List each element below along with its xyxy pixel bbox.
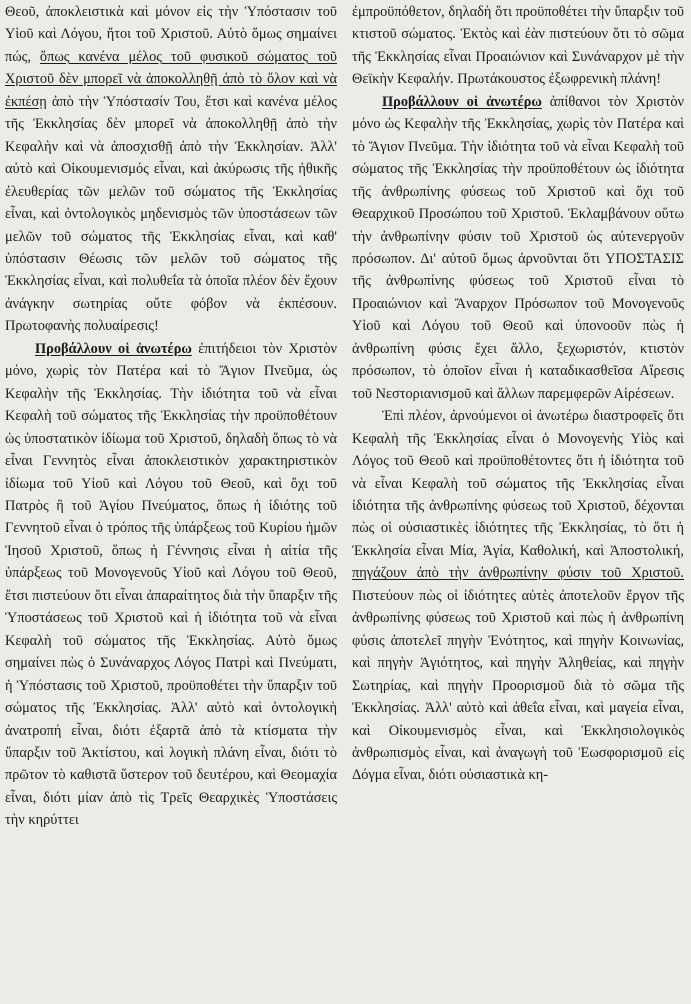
right-paragraph-2	[352, 91, 684, 405]
bold-run: ὁ τρόπος τῆς ὑπάρξεως	[95, 520, 231, 537]
text-run: εἶναι, διότι μίαν ἀπὸ τὶς Τρεῖς Θεαρχικὲς Ὑποστάσεις τὴν κηρύττει	[5, 789, 337, 829]
text-run: , δηλαδὴ ὅπως τὸ νὰ εἶναι Γεννητὸς εἶναι ἀποκλειστικὸν χαρακτηριστικὸν ἰδίωμα τοῦ Υἱοῦ καὶ Λόγου τοῦ Θεοῦ, καὶ ὄχι τοῦ Πατρὸς ἢ τοῦ Ἁγίου Πνεύματος, ὅπως ἡ ἰδιότης τοῦ Γεννητοῦ εἶναι	[5, 430, 338, 537]
underlined-run: ὅπως κανένα μέλος τοῦ φυσικοῦ σώματος τοῦ Χριστοῦ δὲν μπορεῖ νὰ ἀποκολληθῇ ἀπὸ τὸ ὅλον καὶ νὰ ἐκπέσῃ	[5, 48, 337, 110]
left-paragraph-2	[5, 338, 337, 832]
bold-run: Θεομαχία	[280, 767, 337, 784]
text-run: ἀπὸ τὴν Ὑπόστασίν Του, ἔτσι καὶ κανένα μέλος τῆς Ἐκκλησίας δὲν μπορεῖ νὰ ἀποκολληθῇ ἀπὸ τὴν Κεφαλὴν καὶ νὰ ἀποσχισθῇ ἀπὸ τὴν Ἐκκλησίαν. Ἀλλ' αὐτὸ καὶ Οἰκουμενισμός εἶναι, καὶ ἀκύρωσις τῆς ἠθικῆς ἐλευθερίας τῶν μελῶν τοῦ σώματος τῆς Ἐκκλησίας εἶναι, καὶ ὀντολογικὸς μηδενισμὸς τῶν ὑποστάσεων τῶν μελῶν τοῦ σώματος τῆς Ἐκκλησίας εἶναι, καὶ καθ' ὑπόστασιν Θέωσις τῶν μελῶν τοῦ σώματος τῆς Ἐκκλησίας εἶναι, καὶ πολυθεΐα τὰ ὁποῖα πλέον δὲν ἔχουν ἀνάγκην σωτηρίας οὔτε φόβον νὰ ἐκπέσουν. Πρωτοφανὴς πολυαίρεσις!	[5, 93, 337, 335]
bold-run: τὴν προϋποθέτουν ὡς ὑποστατικὸν ἰδίωμα τοῦ Χριστοῦ	[5, 408, 337, 447]
text-run: ὅτι Κεφαλὴ τῆς Ἐκκλησίας εἶναι ὁ Μονογενὴς Υἱὸς καὶ Λόγος τοῦ Θεοῦ καὶ προϋποθέτοντες ὅτι ἡ ἰδιότητα τοῦ νὰ εἶναι Κεφαλὴ τοῦ σώματος τῆς Ἐκκλησίας εἶναι ἰδιότητα τῆς ἀνθρωπίνης φύσεως τοῦ Χριστοῦ, δέχονται πὼς οἱ οὐσιαστικὲς ἰδιότητες τῆς Ἐκκλησίας, τὸ ὅτι ἡ Ἐκκλησία εἶναι Μία, Ἁγία, Καθολική, καὶ Ἀποστολική,	[352, 408, 684, 559]
text-run: καὶ ὑπονοοῦν πὼς ἡ ἀνθρωπίνη φύσις ἔχει ἄλλο, ξεχωριστόν, κτιστὸν πρόσωπον, τὸ ὁποῖον εἶναι ἡ καταδικασθεῖσα Αἵρεσις τοῦ Νεστοριανισμοῦ καὶ ἄλλων παρεμφερῶν Αἱρέσεων.	[352, 318, 684, 402]
text-run: Θεοῦ, ἀποκλειστικὰ καὶ μόνον εἰς τὴν Ὑπόστασιν τοῦ Υἱοῦ καὶ Λόγου, ἤτοι τοῦ Χριστοῦ. Αὐτὸ ὅμως σημαίνει πώς,	[5, 4, 337, 65]
left-column	[5, 1, 337, 1004]
bold-run: λογικὴ πλάνη	[169, 744, 250, 761]
bold-run: τὴν προϋποθέτουν ὡς ἰδιότητα τῆς ἀνθρωπίνης φύσεως τοῦ Χριστοῦ καὶ ὄχι τοῦ Θεαρχικοῦ Προσώπου τοῦ Χριστοῦ	[352, 161, 685, 223]
bold-run: ὀντολογικὴ ἀνατροπή	[5, 700, 337, 739]
bold-run: τὸ Προαιώνιον καὶ Ἄναρχον Πρόσωπον τοῦ Μονογενοῦς Υἱοῦ καὶ Λόγου τοῦ Θεοῦ	[352, 273, 684, 335]
text-run: . Ἐκλαμβάνουν οὕτω τὴν ἀνθρωπίνην φύσιν τοῦ Χριστοῦ ὡς	[352, 206, 684, 245]
text-run: ἀπίθανοι τὸν Χριστὸν μόνο ὡς Κεφαλὴν τῆς Ἐκκλησίας, χωρὶς τὸν Πατέρα καὶ τὸ Ἅγιον Πνεῦμα. Τὴν ἰδιότητα τοῦ νὰ εἶναι Κεφαλὴ τοῦ σώματος τῆς Ἐκκλησίας	[352, 93, 684, 178]
right-paragraph-3	[352, 405, 684, 787]
text-run: ἐμπροϋπόθετον, δηλαδὴ ὅτι προϋποθέτει τὴν ὕπαρξιν τοῦ κτιστοῦ σώματος. Ἐκτὸς καὶ ἐὰν πιστεύουν ὅτι τὸ σῶμα τῆς Ἐκκλησίας εἶναι Προαιώνιον καὶ Συνάναρχον μὲ τὴν Θεϊκὴν Κεφαλήν.	[352, 4, 684, 88]
right-column	[352, 1, 684, 1004]
bold-run: Πρωτάκουστος ἐξωφρενικὴ πλάνη!	[457, 71, 662, 88]
right-paragraph-1	[352, 1, 684, 91]
bold-underlined-run: Προβάλλουν οἱ ἀνωτέρω	[382, 93, 542, 110]
bold-run: αὐτενεργοῦν πρόσωπον	[352, 228, 684, 267]
text-run: τοῦ Κυρίου ἡμῶν Ἰησοῦ Χριστοῦ, ὅπως ἡ Γέννησις εἶναι ἡ αἰτία τῆς ὑπάρξεως τοῦ Μονογενοῦς Υἱοῦ καὶ Λόγου τοῦ Θεοῦ, ἔτσι πιστεύουν ὅτι εἶναι ἀπαραίτητος διὰ τὴν ὕπαρξιν τῆς Ὑποστάσεως τοῦ Χριστοῦ καὶ ἡ ἰδιότητα τοῦ νὰ εἶναι Κεφαλὴ τοῦ σώματος τῆς Ἐκκλησίας. Αὐτὸ ὅμως σημαίνει πὼς ὁ Συνάναρχος Λόγος Πατρὶ καὶ Πνεύματι, ἡ Ὑπόστασις τοῦ Χριστοῦ, προϋποθέτει τὴν ὕπαρξιν τοῦ σώματος τῆς Ἐκκλησίας. Ἀλλ' αὐτὸ καὶ	[5, 520, 337, 717]
bold-underlined-run: Προβάλλουν οἱ ἀνωτέρω	[35, 340, 192, 357]
text-run: εἶναι, διότι ἐξαρτᾶ ἀπὸ τὰ κτίσματα τὴν ὕπαρξιν τοῦ Ἀκτίστου, καὶ	[5, 722, 337, 761]
left-paragraph-1	[5, 1, 337, 338]
bold-run: Ἐπὶ πλέον, ἀρνούμενοι οἱ ἀνωτέρω διαστροφεῖς	[382, 408, 663, 425]
text-run: ἐπιτήδειοι τὸν Χριστὸν μόνο, χωρὶς τὸν Πατέρα καὶ τὸ Ἅγιον Πνεῦμα, ὡς Κεφαλὴν τῆς Ἐκκλησίας. Τὴν ἰδιότητα τοῦ νὰ εἶναι Κεφαλὴ τοῦ σώματος τῆς Ἐκκλησίας	[5, 340, 337, 425]
underlined-run: πηγάζουν ἀπὸ τὴν ἀνθρωπίνην φύσιν τοῦ Χριστοῦ.	[352, 565, 684, 582]
text-run: . Δι' αὐτοῦ ὅμως ἀρνοῦνται ὅτι ΥΠΟΣΤΑΣΙΣ τῆς ἀνθρωπίνης φύσεως τοῦ Χριστοῦ εἶναι	[352, 250, 684, 290]
text-run: εἶναι, διότι τὸ πρῶτον τὸ καθιστᾶ ὕστερον τοῦ δευτέρου, καὶ	[5, 744, 337, 784]
text-run: Πιστεύουν πὼς οἱ ἰδιότητες αὐτὲς ἀποτελοῦν ἔργον τῆς ἀνθρωπίνης φύσεως τοῦ Χριστοῦ καὶ πὼς ἡ ἀνθρωπίνη φύσις ἀποτελεῖ πηγὴν Ἑνότητος, καὶ πηγὴν Κοινωνίας, καὶ πηγὴν Ἁγιότητος, καὶ πηγὴν Ἀληθείας, καὶ πηγὴν Σωτηρίας, καὶ πηγὴν Προορισμοῦ διὰ τὸ σῶμα τῆς Ἐκκλησίας. Ἀλλ' αὐτὸ καὶ ἀθεΐα εἶναι, καὶ μαγεία εἶναι, καὶ Οἰκουμενισμὸς εἶναι, καὶ Ἐκκλησιολογικὸς ἀνθρωπισμὸς εἶναι, καὶ ἀναγωγὴ τοῦ Ἑωσφορισμοῦ εἰς Δόγμα εἶναι, διότι οὐσιαστικὰ κη-	[352, 587, 684, 784]
